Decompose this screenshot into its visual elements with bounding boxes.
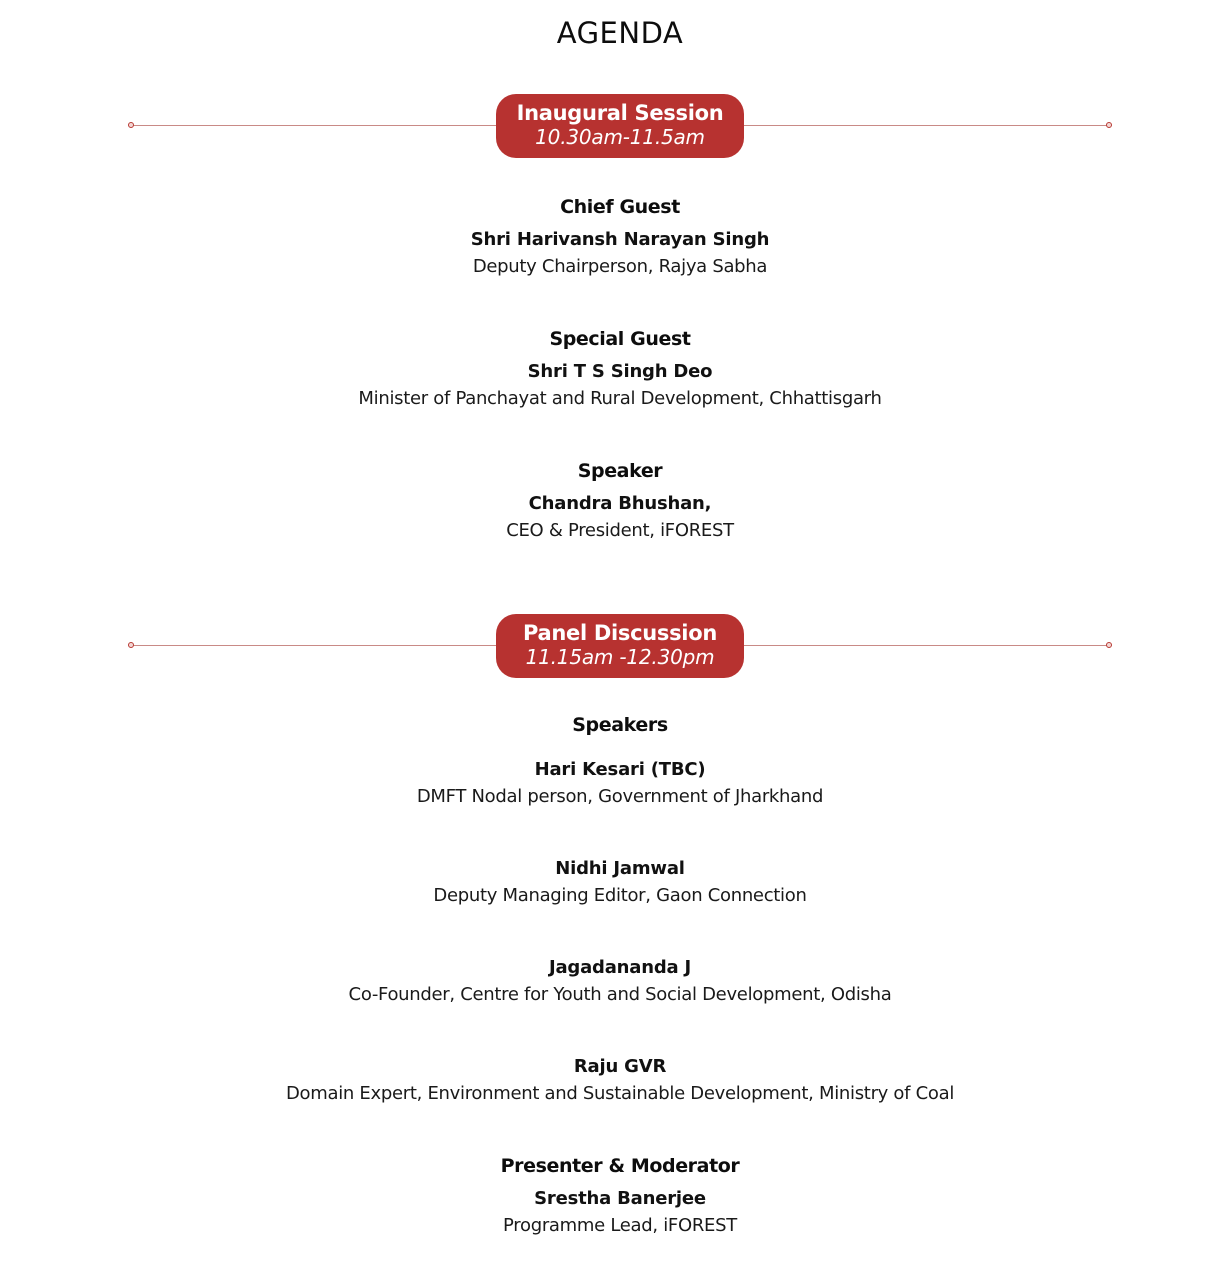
person-title: Co-Founder, Centre for Youth and Social Development, Odisha: [348, 984, 892, 1005]
speaker-entry: [0, 757, 1229, 811]
person-name: Chandra Bhushan,: [528, 493, 712, 514]
session-name: Panel Discussion: [522, 621, 717, 645]
person-title: CEO & President, iFOREST: [506, 520, 734, 541]
person-name: Nidhi Jamwal: [555, 858, 685, 879]
group-role: Special Guest: [549, 328, 691, 350]
person-title: Deputy Chairperson, Rajya Sabha: [472, 256, 768, 277]
agenda-group-speaker: [0, 459, 1229, 545]
group-role: Speaker: [577, 460, 663, 482]
person-name: Raju GVR: [573, 1056, 667, 1077]
agenda-group-presenter-moderator: [0, 1154, 1229, 1240]
divider-endpoint-dot: [1106, 642, 1112, 648]
person-title: Deputy Managing Editor, Gaon Connection: [433, 885, 807, 906]
divider-endpoint-dot: [128, 122, 134, 128]
agenda-group-special-guest: [0, 327, 1229, 413]
page-title: AGENDA: [556, 16, 684, 50]
person-title: Programme Lead, iFOREST: [503, 1215, 737, 1236]
person-title: Minister of Panchayat and Rural Development, Chhattisgarh: [358, 388, 882, 409]
agenda-group-speakers-role: [0, 713, 1229, 737]
speaker-entry: [0, 1054, 1229, 1108]
session-time: 10.30am-11.5am: [535, 125, 705, 149]
person-name: Shri T S Singh Deo: [527, 361, 713, 382]
divider-endpoint-dot: [1106, 122, 1112, 128]
session-header-panel: [496, 614, 744, 678]
agenda-group-chief-guest: [0, 195, 1229, 281]
person-title: Domain Expert, Environment and Sustainable Development, Ministry of Coal: [285, 1083, 955, 1104]
person-title: DMFT Nodal person, Government of Jharkhand: [416, 786, 824, 807]
group-role: Chief Guest: [560, 196, 680, 218]
person-name: Jagadananda J: [548, 957, 692, 978]
session-name: Inaugural Session: [516, 101, 724, 125]
person-name: Hari Kesari (TBC): [534, 759, 706, 780]
divider-endpoint-dot: [128, 642, 134, 648]
group-role: Presenter & Moderator: [500, 1155, 740, 1177]
person-name: Shri Harivansh Narayan Singh: [470, 229, 770, 250]
session-time: 11.15am -12.30pm: [525, 645, 715, 669]
person-name: Srestha Banerjee: [534, 1188, 706, 1209]
session-header-inaugural: [496, 94, 744, 158]
speaker-entry: [0, 856, 1229, 910]
speaker-entry: [0, 955, 1229, 1009]
group-role: Speakers: [572, 714, 668, 736]
